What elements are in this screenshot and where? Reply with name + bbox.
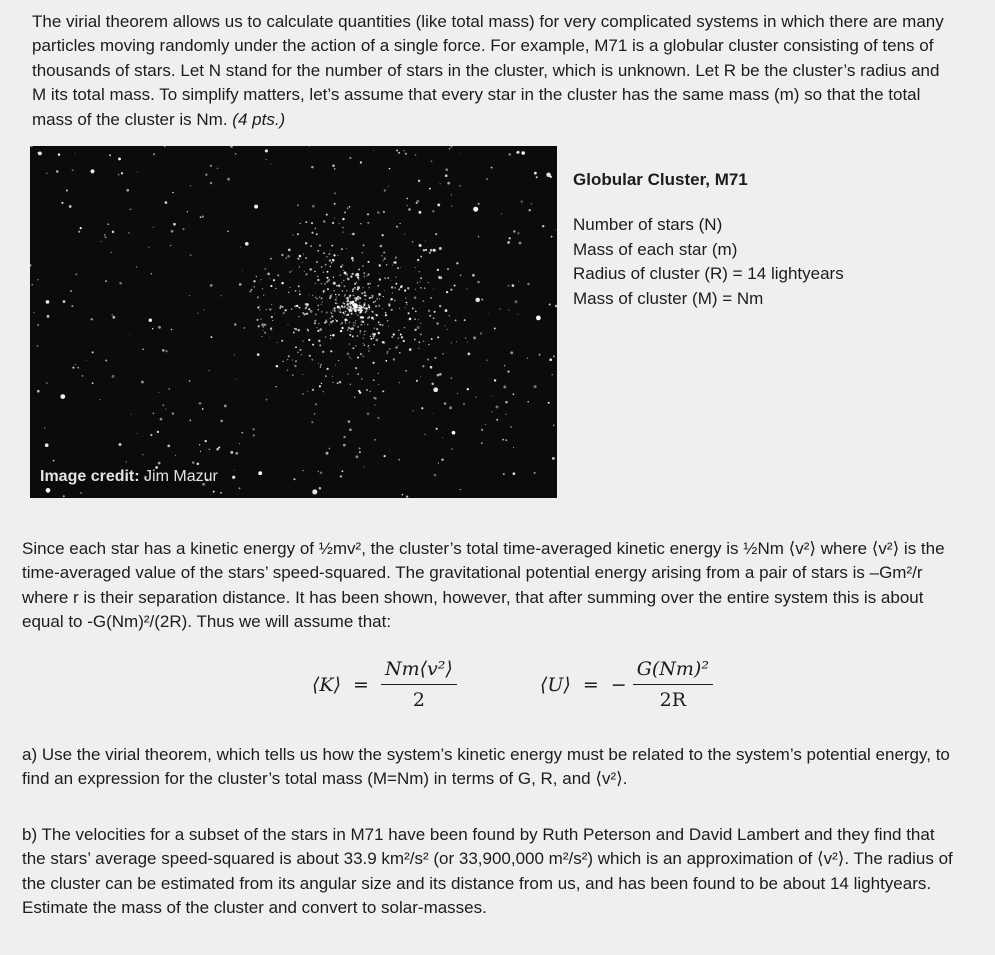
kinetic-fraction: [381, 658, 457, 711]
kinetic-denominator: 2: [412, 689, 425, 711]
kinetic-lhs: ⟨K⟩: [312, 673, 342, 696]
potential-denominator: 2R: [659, 689, 687, 711]
cluster-info: [573, 168, 973, 311]
potential-fraction: [633, 658, 713, 711]
info-line-radius: Radius of cluster (R) = 14 lightyears: [573, 264, 844, 284]
potential-energy-equation: [540, 658, 713, 711]
starfield-image: [30, 146, 557, 498]
intro-paragraph: [32, 10, 957, 132]
potential-lhs: ⟨U⟩: [540, 673, 571, 696]
globular-cluster-photo: [30, 146, 557, 498]
potential-minus: −: [610, 673, 627, 696]
kinetic-energy-equation: [312, 658, 457, 711]
info-line-star-mass: Mass of each star (m): [573, 239, 738, 259]
question-b: b) The velocities for a subset of the stars in M71 have been found by Ruth Peterson and David Lambert and they find that the stars’ average speed-squared is about 33.9 km²/s² (or 33,900,000 m²/s²) which is an approximation of ⟨v²⟩. The radius of the cluster can be estimated from its angular size and its distance from us, and has been found to be about 14 lightyears. Estimate the mass of the cluster and convert to solar-masses.: [22, 825, 953, 918]
potential-equals: =: [582, 673, 599, 696]
question-a: a) Use the virial theorem, which tells us how the system’s kinetic energy must be related to the system’s potential energy, to find an expression for the cluster’s total mass (M=Nm) in terms of G, R, and ⟨v²⟩.: [22, 745, 950, 789]
cluster-title: Globular Cluster, M71: [573, 170, 748, 189]
image-credit: [40, 467, 218, 487]
kinetic-equals: =: [353, 673, 369, 696]
image-credit-label: Image credit:: [40, 468, 140, 485]
info-line-cluster-mass: Mass of cluster (M) = Nm: [573, 288, 764, 308]
energy-paragraph: Since each star has a kinetic energy of ½mv², the cluster’s total time-averaged kinetic energy is ½Nm ⟨v²⟩ where ⟨v²⟩ is the time-averaged value of the stars’ speed-squared. The gravitational potential energy arising from a pair of stars is –Gm²/r where r is their separation distance. It has been shown, however, that after summing over the entire system this is about equal to -G(Nm)²/(2R). Thus we will assume that:: [22, 539, 945, 632]
points-label: (4 pts.): [232, 109, 286, 129]
intro-text: The virial theorem allows us to calculate quantities (like total mass) for very complicated systems in which there are many particles moving randomly under the action of a single force. For example, M71 is a globular cluster consisting of tens of thousands of stars. Let N stand for the number of stars in the cluster, which is unknown. Let R be the cluster’s radius and M its total mass. To simplify matters, let’s assume that every star in the cluster has the same mass (m) so that the total mass of the cluster is Nm.: [32, 12, 944, 129]
image-credit-name: Jim Mazur: [144, 468, 218, 485]
kinetic-numerator: Nm⟨v²⟩: [381, 658, 457, 685]
potential-numerator: G(Nm)²: [633, 658, 713, 685]
info-line-stars: Number of stars (N): [573, 215, 723, 235]
